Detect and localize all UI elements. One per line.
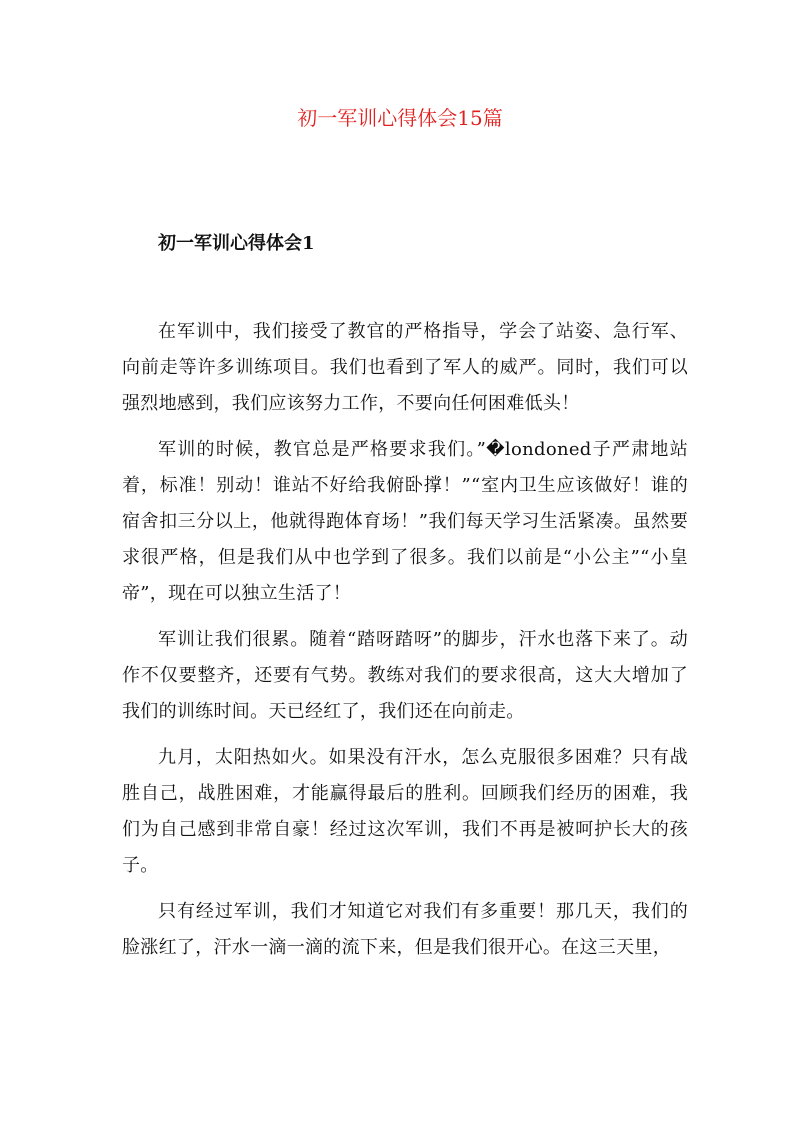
paragraph: 九月，太阳热如火。如果没有汗水，怎么克服很多困难？只有战胜自己，战胜困难，才能赢得最后的胜利。回顾我们经历的困难，我们为自己感到非常自豪！经过这次军训，我们不再是被呵护长大的孩子。 xyxy=(122,747,688,876)
body-text xyxy=(122,314,688,976)
paragraph: 在军训中，我们接受了教官的严格指导，学会了站姿、急行军、向前走等许多训练项目。我们也看到了军人的威严。同时，我们可以强烈地感到，我们应该努力工作，不要向任何困难低头！ xyxy=(122,321,688,414)
paragraph: 军训让我们很累。随着“踏呀踏呀”的脚步，汗水也落下来了。动作不仅要整齐，还要有气势。教练对我们的要求很高，这大大增加了我们的训练时间。天已经红了，我们还在向前走。 xyxy=(122,629,688,722)
document-title: 初一军训心得体会15篇 xyxy=(297,106,503,130)
paragraph: 军训的时候，教官总是严格要求我们。”�londoned子严肃地站着，标准！别动！谁站不好给我俯卧撑！”“室内卫生应该做好！谁的宿舍扣三分以上，他就得跑体育场！”我们每天学习生活紧凑。虽然要求很严格，但是我们从中也学到了很多。我们以前是“小公主”“小皇帝”，现在可以独立生活了！ xyxy=(122,439,688,604)
paragraph: 只有经过军训，我们才知道它对我们有多重要！那几天，我们的脸涨红了，汗水一滴一滴的流下来，但是我们很开心。在这三天里， xyxy=(122,901,688,958)
section-heading: 初一军训心得体会1 xyxy=(158,233,315,254)
